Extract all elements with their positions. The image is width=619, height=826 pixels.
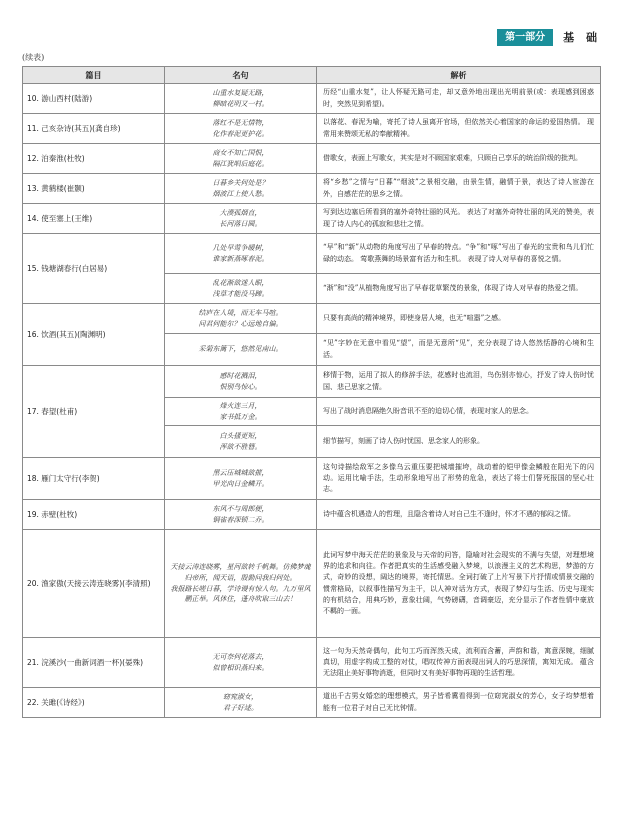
quote-line: 烟波江上使人愁。: [212, 189, 269, 198]
famous-line: [165, 334, 317, 366]
table-header-row: [23, 67, 601, 84]
analysis-text: 将“乡愁”之情与“日暮”“烟波”之景相交融，由景生情，融情于景，表达了诗人宦游在外，自感茫茫的思乡之情。: [317, 174, 601, 204]
famous-line: [165, 84, 317, 114]
quote-line: 天接云涛连晓雾，星河欲转千帆舞。仿佛梦魂归帝所，闻天语，殷勤问我归何处。: [170, 562, 311, 582]
table-row: [23, 234, 601, 274]
analysis-text: “渐”和“没”从植物角度写出了早春花草繁茂的景象，体现了诗人对早春的热爱之情。: [317, 274, 601, 304]
famous-line: [165, 500, 317, 530]
analysis-text: 道出千古男女婚恋的理想模式，男子皆希冀看得到一位窈窕淑女的芳心，女子均梦想着能有一位君子对自己无比钟情。: [317, 688, 601, 718]
column-header: 名句: [165, 67, 317, 84]
table-row: [23, 304, 601, 334]
poem-title: 20. 渔家傲(天接云涛连晓雾)(李清照): [23, 530, 165, 638]
quote-line: 烽火连三月，: [219, 401, 262, 410]
analysis-text: 历经“山重水复”，让人怀疑无路可走，却又意外地出现出光明前景(或：表现感到困惑时，突然见到希望)。: [317, 84, 601, 114]
poem-title: 18. 雁门太守行(李贺): [23, 458, 165, 500]
famous-line: [165, 530, 317, 638]
analysis-text: 以落花、春泥为喻，寄托了诗人虽离开官场，但依然关心着国家的命运的爱国热情。 现常用来赞颂无私的奉献精神。: [317, 114, 601, 144]
table-body: [23, 84, 601, 718]
quote-line: 我报路长嗟日暮，学诗谩有惊人句。九万里风鹏正举。风休住，蓬舟吹取三山去！: [170, 584, 311, 604]
table-row: [23, 530, 601, 638]
quote-line: 东风不与周郎便，: [212, 504, 269, 513]
poem-title: 11. 己亥杂诗(其五)(龚自珍): [23, 114, 165, 144]
poem-title: 12. 泊秦淮(杜牧): [23, 144, 165, 174]
analysis-text: 此词写梦中海天茫茫的景象及与天帝的问答，隐喻对社会现实的不满与失望，对理想境界的追求和向往。作者把真实的生活感受融入梦境，以浪漫主义的艺术构思，梦游的方式，奇妙的设想，阔达的境界，寄托情思。全词打破了上片写景下片抒情或情景交融的惯常格局，以叙事性描写为主干，以人神对话为方式，表现了梦幻与生活、历史与现实的有机结合，用典巧妙，意象壮阔，气势磅礴，音调豪迈，充分显示了作者性情中豪放不羁的一面。: [317, 530, 601, 638]
analysis-text: “早”和“新”从动物的角度写出了早春的特点。“争”和“啄”写出了春光的宝贵和鸟儿们忙碌的动态。 莺歌燕舞的场景富有活力和生机。 表现了诗人对早春的喜悦之情。: [317, 234, 601, 274]
quote-line: 隔江犹唱后庭花。: [212, 159, 269, 168]
quote-line: 柳暗花明又一村。: [212, 99, 269, 108]
quote-line: 浅草才能没马蹄。: [212, 289, 269, 298]
quote-line: 日暮乡关何处是？: [212, 178, 269, 187]
poem-title: 17. 春望(杜甫): [23, 366, 165, 458]
quote-line: 结庐在人境，而无车马喧。: [198, 308, 283, 317]
quote-line: 长河落日圆。: [219, 219, 262, 228]
column-header: 解析: [317, 67, 601, 84]
analysis-text: 只要有高尚的精神境界，即使身居人境，也无“喧嚣”之感。: [317, 304, 601, 334]
famous-line: [165, 144, 317, 174]
poem-table: [22, 66, 601, 718]
quote-line: 黑云压城城欲摧，: [212, 468, 269, 477]
quote-line: 大漠孤烟直，: [219, 208, 262, 217]
quote-line: 甲光向日金鳞开。: [212, 479, 269, 488]
famous-line: [165, 638, 317, 688]
analysis-text: 这句诗描绘敌军之多像乌云重压要把城墙摧垮，战动着的铠甲像金鳞般在阳光下的闪动。运用比喻手法，生动形象地写出了形势的危急，表达了将士们誓死报国的坚心壮志。: [317, 458, 601, 500]
quote-line: 化作春泥更护花。: [212, 129, 269, 138]
famous-line: [165, 174, 317, 204]
poem-title: 19. 赤壁(杜牧): [23, 500, 165, 530]
quote-line: 商女不知亡国恨，: [212, 148, 269, 157]
quote-line: 君子好逑。: [223, 703, 258, 712]
quote-line: 浑欲不胜簪。: [219, 442, 262, 451]
quote-line: 采菊东篱下，悠然见南山。: [198, 345, 283, 354]
table-row: [23, 366, 601, 398]
column-header: 篇目: [23, 67, 165, 84]
famous-line: [165, 114, 317, 144]
quote-line: 恨别鸟惊心。: [219, 382, 262, 391]
famous-line: [165, 274, 317, 304]
table-row: [23, 174, 601, 204]
continuation-label: (续表): [22, 53, 45, 62]
poem-title: 22. 关雎(《诗经》): [23, 688, 165, 718]
famous-line: [165, 426, 317, 458]
part-tag: 第一部分: [497, 29, 553, 46]
table-row: [23, 688, 601, 718]
poem-title: 15. 钱塘湖春行(白居易): [23, 234, 165, 304]
quote-line: 似曾相识燕归来。: [212, 663, 269, 672]
quote-line: 落红不是无情物，: [212, 118, 269, 127]
analysis-text: 细节描写，刻画了诗人伤时忧国、思念家人的形象。: [317, 426, 601, 458]
analysis-text: 诗中蕴含机遇造人的哲理，且隐含着诗人对自己生不逢时，怀才不遇的郁闷之情。: [317, 500, 601, 530]
famous-line: [165, 458, 317, 500]
analysis-text: 写到达边塞后所看到的塞外奇特壮丽的风光。 表达了对塞外奇特壮丽的风光的赞美，表现了诗人内心的孤寂和悲壮之情。: [317, 204, 601, 234]
poem-title: 14. 使至塞上(王维): [23, 204, 165, 234]
famous-line: [165, 204, 317, 234]
table-row: [23, 204, 601, 234]
part-title: 基 础: [563, 31, 601, 44]
quote-line: 窈窕淑女，: [223, 692, 258, 701]
poem-title: 16. 饮酒(其五)(陶渊明): [23, 304, 165, 366]
poem-title: 13. 黄鹤楼(崔颢): [23, 174, 165, 204]
table-row: [23, 114, 601, 144]
quote-line: 谁家新燕啄春泥。: [212, 254, 269, 263]
table-row: [23, 500, 601, 530]
quote-line: 无可奈何花落去，: [212, 652, 269, 661]
analysis-text: 写出了战时消息隔绝久盼音讯不至的迫切心情，表现对家人的思念。: [317, 398, 601, 426]
famous-line: [165, 398, 317, 426]
quote-line: 家书抵万金。: [219, 412, 262, 421]
famous-line: [165, 304, 317, 334]
quote-line: 乱花渐欲迷人眼，: [212, 278, 269, 287]
quote-line: 几处早莺争暖树，: [212, 243, 269, 252]
famous-line: [165, 366, 317, 398]
quote-line: 铜雀春深锁二乔。: [212, 515, 269, 524]
table-row: [23, 458, 601, 500]
famous-line: [165, 688, 317, 718]
table-row: [23, 84, 601, 114]
page-header: [497, 28, 601, 46]
table-row: [23, 144, 601, 174]
quote-line: 感时花溅泪，: [219, 371, 262, 380]
table-row: [23, 638, 601, 688]
famous-line: [165, 234, 317, 274]
analysis-text: 这一句为天然奇偶句，此句工巧而浑然天成，流利而含蓄，声韵和谐，寓意深婉，细腻真切，用虚字构成工整的对仗，唱叹传神方面表现出词人的巧思深情，寓知无成。 蕴含无法阻止美好事物消逝，但同时又有美好事物再现的生活哲理。: [317, 638, 601, 688]
poem-title: 10. 游山西村(陆游): [23, 84, 165, 114]
quote-line: 问君何能尔？心远地自偏。: [198, 319, 283, 328]
analysis-text: 移情于物，运用了拟人的修辞手法，花感时也流泪，鸟伤别亦惊心，抒发了诗人伤时忧国、悲己思家之情。: [317, 366, 601, 398]
analysis-text: 借歌女，表面上写歌女，其实是对不顾国家艰难，只顾自己享乐的统治阶级的批判。: [317, 144, 601, 174]
poem-title: 21. 浣溪沙(一曲新词酒一杯)(晏殊): [23, 638, 165, 688]
quote-line: 白头搔更短，: [219, 431, 262, 440]
analysis-text: “见”字妙在无意中看见“望”，而是无意所“见”，充分表现了诗人悠然恬静的心境和生活。: [317, 334, 601, 366]
quote-line: 山重水复疑无路，: [212, 88, 269, 97]
